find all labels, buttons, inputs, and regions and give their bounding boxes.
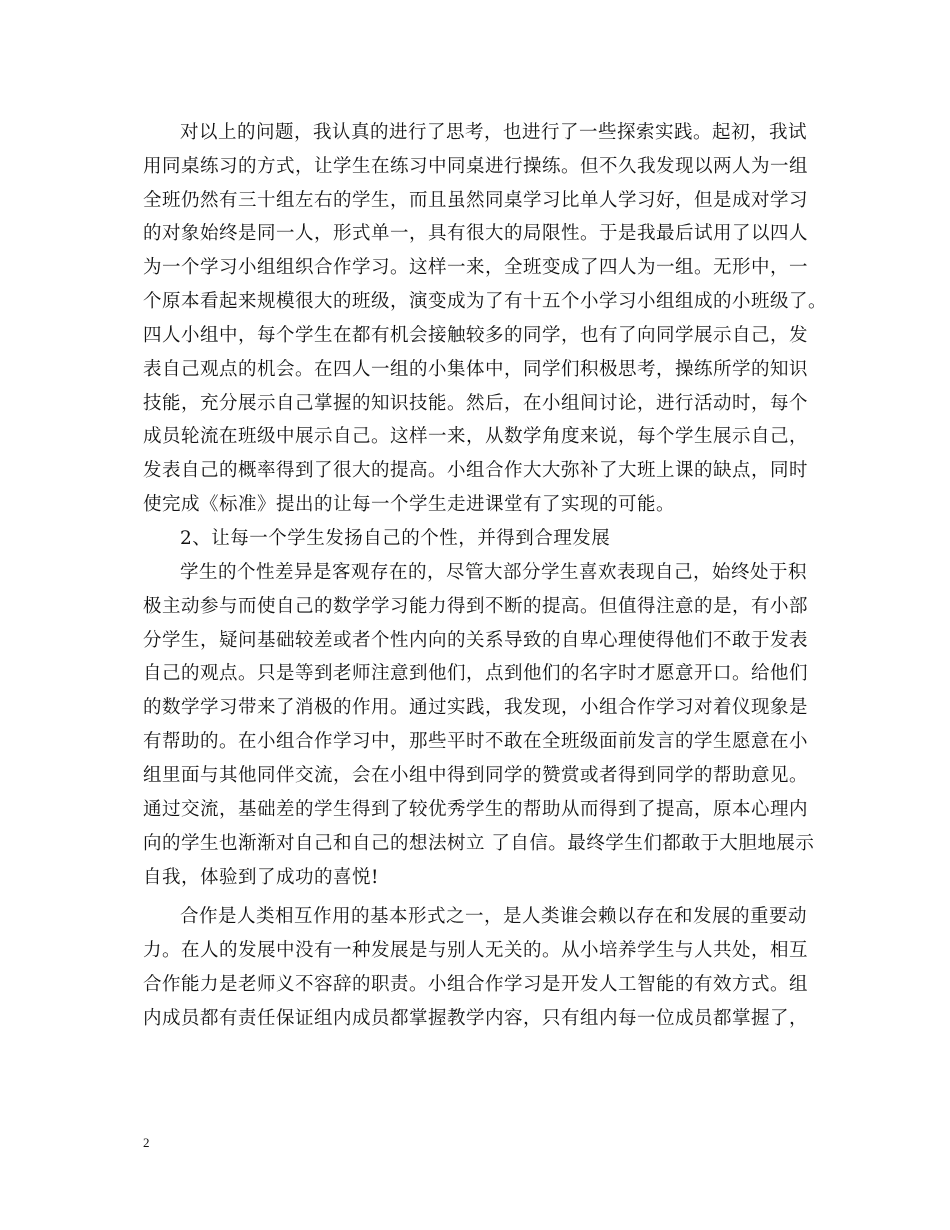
text-line: 技能，充分展示自己掌握的知识技能。然后，在小组间讨论，进行活动时，每个 [143,393,809,414]
text-line: 发表自己的概率得到了很大的提高。小组合作大大弥补了大班上课的缺点，同时 [143,460,809,481]
text-line: 自己的观点。只是等到老师注意到他们，点到他们的名字时才愿意开口。给他们 [143,663,809,684]
text-line: 有帮助的。在小组合作学习中，那些平时不敢在全班级面前发言的学生愿意在小 [143,731,809,752]
page-number: 2 [143,1135,150,1150]
text-line: 力。在人的发展中没有一种发展是与别人无关的。从小培养学生与人共处，相互 [143,940,809,961]
text-line: 组里面与其他同伴交流，会在小组中得到同学的赞赏或者得到同学的帮助意见。 [143,765,809,786]
text-line: 全班仍然有三十组左右的学生，而且虽然同桌学习比单人学习好，但是成对学习 [143,190,809,211]
text-line: 表自己观点的机会。在四人一组的小集体中，同学们积极思考，操练所学的知识 [143,359,809,380]
text-line: 学生的个性差异是客观存在的，尽管大部分学生喜欢表现自己，始终处于积 [180,562,808,583]
text-line: 四人小组中，每个学生在都有机会接触较多的同学，也有了向同学展示自己，发 [143,325,809,346]
text-line: 合作能力是老师义不容辞的职责。小组合作学习是开发人工智能的有效方式。组 [143,974,809,995]
text-line: 用同桌练习的方式，让学生在练习中同桌进行操练。但不久我发现以两人为一组 [143,156,809,177]
text-line: 自我，体验到了成功的喜悦! [143,867,379,888]
text-line: 内成员都有责任保证组内成员都掌握教学内容，只有组内每一位成员都掌握了， [143,1008,809,1029]
section-heading: 2、让每一个学生发扬自己的个性，并得到合理发展 [180,528,611,549]
text-line: 成员轮流在班级中展示自己。这样一来，从数学角度来说，每个学生展示自己， [143,426,809,447]
text-line: 为一个学习小组组织合作学习。这样一来，全班变成了四人为一组。无形中，一 [143,257,809,278]
text-line: 个原本看起来规模很大的班级，演变成为了有十五个小学习小组组成的小班级了。 [143,291,828,312]
text-line: 对以上的问题，我认真的进行了思考，也进行了一些探索实践。起初，我试 [180,122,808,143]
text-line: 通过交流，基础差的学生得到了较优秀学生的帮助从而得到了提高，原本心理内 [143,799,809,820]
text-line: 分学生，疑问基础较差或者个性内向的关系导致的自卑心理使得他们不敢于发表 [143,630,809,651]
text-line: 向的学生也渐渐对自己和自己的想法树立 了自信。最终学生们都敢于大胆地展示 [143,833,815,854]
text-line: 的对象始终是同一人，形式单一，具有很大的局限性。于是我最后试用了以四人 [143,223,809,244]
text-line: 的数学学习带来了消极的作用。通过实践，我发现，小组合作学习对着仪现象是 [143,697,809,718]
text-line: 合作是人类相互作用的基本形式之一，是人类谁会赖以存在和发展的重要动 [180,906,808,927]
text-line: 使完成《标准》提出的让每一个学生走进课堂有了实现的可能。 [143,494,676,515]
text-line: 极主动参与而使自己的数学学习能力得到不断的提高。但值得注意的是，有小部 [143,596,809,617]
